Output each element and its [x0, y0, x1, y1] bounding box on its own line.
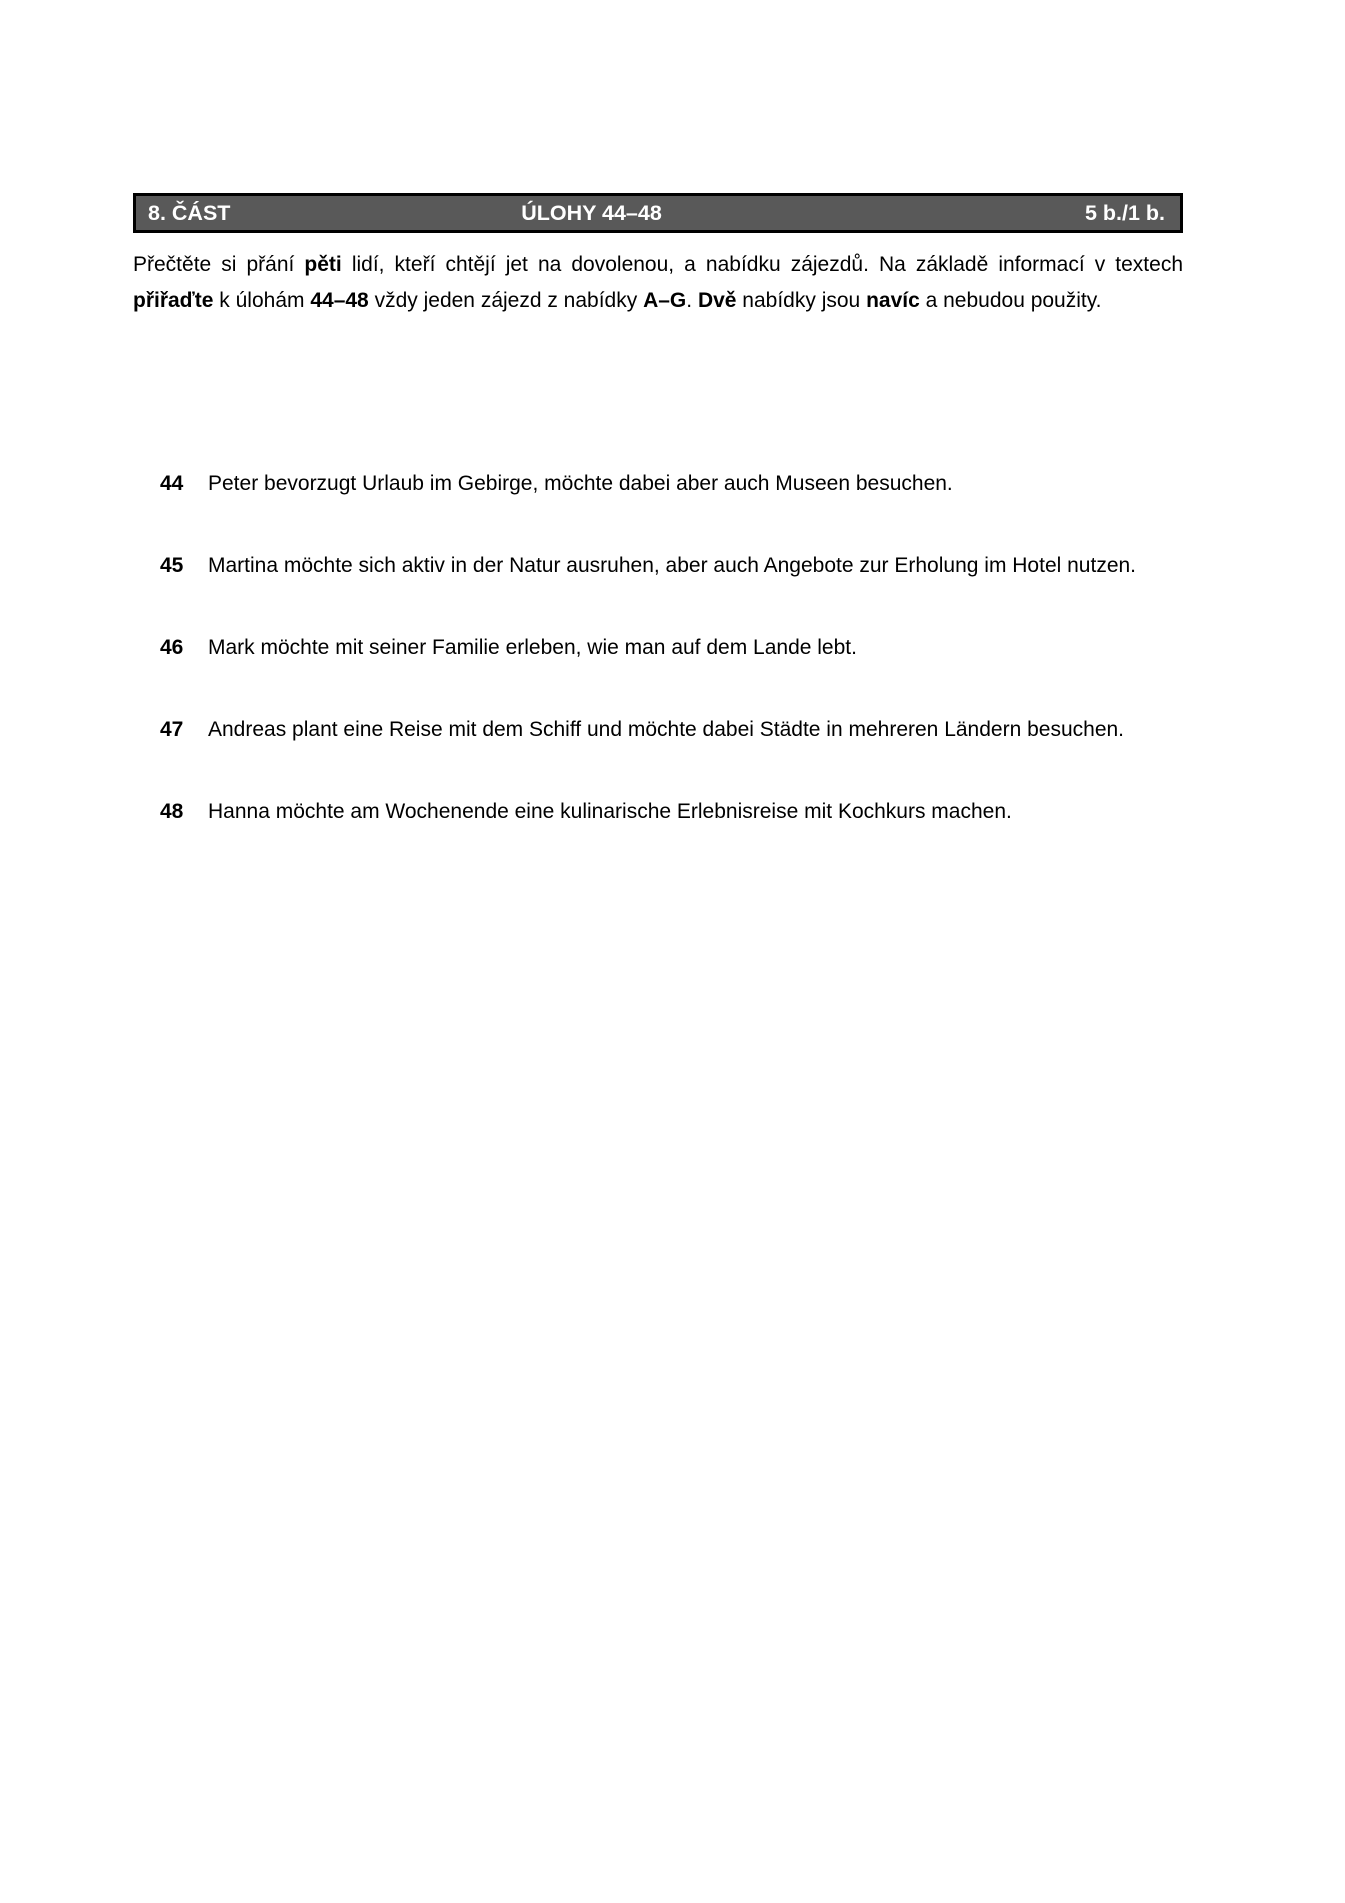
task-text: Mark möchte mit seiner Familie erleben, wie man auf dem Lande lebt.	[208, 636, 857, 659]
instructions-segment: Přečtěte si přání	[133, 253, 305, 276]
task-text: Martina möchte sich aktiv in der Natur ausruhen, aber auch Angebote zur Erholung im Hotel nutzen.	[208, 554, 1137, 577]
instructions-segment: navíc	[866, 289, 920, 312]
instructions-segment: k úlohám	[213, 289, 311, 312]
points-label: 5 b./1 b.	[1084, 200, 1165, 225]
instructions-segment: lidí, kteří chtějí jet na dovolenou, a nabídku zájezdů. Na základě informací v textech	[341, 253, 1183, 276]
task-number: 45	[160, 554, 184, 577]
section-header-bar	[133, 193, 1183, 233]
instructions-segment: 44–48	[310, 289, 369, 312]
instructions-segment: Dvě	[697, 289, 737, 312]
tasks-range-label: ÚLOHY 44–48	[521, 200, 662, 225]
task-list	[133, 466, 1183, 830]
task-text: Hanna möchte am Wochenende eine kulinarische Erlebnisreise mit Kochkurs machen.	[208, 800, 1012, 823]
task-number: 47	[160, 718, 184, 741]
task-row	[133, 794, 1183, 830]
instructions-segment: pěti	[304, 253, 342, 276]
task-row	[133, 466, 1183, 502]
task-row	[133, 548, 1183, 584]
task-number: 46	[160, 636, 184, 659]
task-row	[133, 712, 1183, 748]
instructions-segment: .	[686, 289, 698, 312]
section-label: 8. ČÁST	[148, 200, 231, 225]
task-number: 48	[160, 800, 184, 823]
page-content	[133, 0, 1183, 876]
instructions-paragraph	[133, 247, 1183, 319]
task-text: Peter bevorzugt Urlaub im Gebirge, möchte dabei aber auch Museen besuchen.	[208, 472, 953, 495]
instructions-segment: a nebudou použity.	[919, 289, 1102, 312]
task-text: Andreas plant eine Reise mit dem Schiff und möchte dabei Städte in mehreren Ländern besuchen.	[208, 718, 1125, 741]
instructions-segment: nabídky jsou	[736, 289, 867, 312]
task-number: 44	[160, 472, 184, 495]
instructions-segment: přiřaďte	[133, 289, 214, 312]
instructions-segment: A–G	[643, 289, 687, 312]
task-row	[133, 630, 1183, 666]
instructions-segment: vždy jeden zájezd z nabídky	[368, 289, 644, 312]
